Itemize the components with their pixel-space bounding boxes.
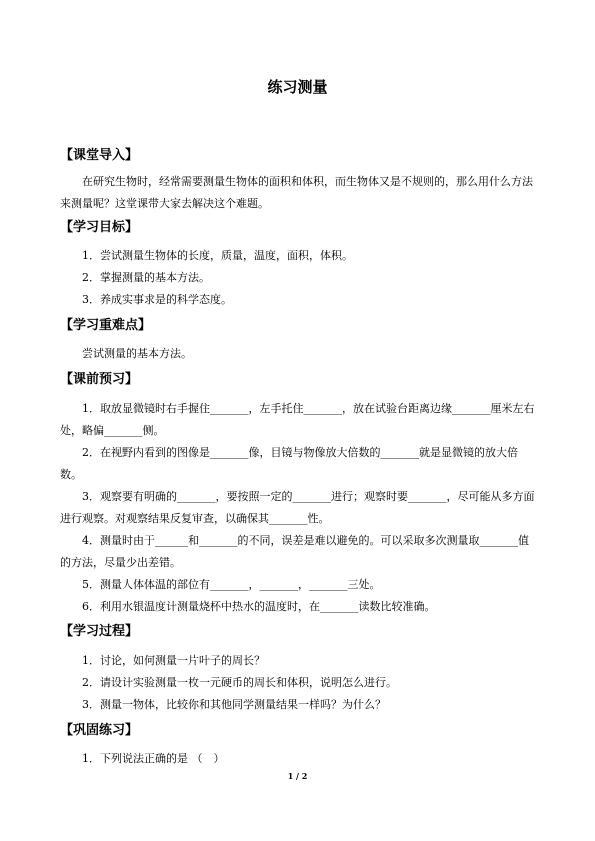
goal-item-3: 3．养成实事求是的科学态度。 bbox=[82, 293, 232, 306]
heading-process: 【学习过程】 bbox=[60, 624, 139, 639]
heading-practice: 【巩固练习】 bbox=[60, 723, 139, 738]
heading-key-points: 【学习重难点】 bbox=[60, 318, 152, 333]
preview-item-5: 5．测量人体体温的部位有_______，_______，_______三处。 bbox=[82, 578, 381, 591]
process-item-3: 3．测量一物体，比较你和其他同学测量结果一样吗？为什么？ bbox=[82, 698, 386, 711]
goal-item-1: 1．尝试测量生物体的长度，质量，温度，面积，体积。 bbox=[82, 249, 353, 262]
practice-item-1: 1．下列说法正确的是 （ ） bbox=[82, 752, 225, 765]
key-points-text: 尝试测量的基本方法。 bbox=[82, 347, 192, 360]
preview-item-4: 4．测量时由于______和_______的不同，误差是难以避免的。可以采取多次测量取_______值的方法，尽量少出差错。 bbox=[60, 534, 529, 569]
goal-item-2: 2．掌握测量的基本方法。 bbox=[82, 271, 210, 284]
heading-goals: 【学习目标】 bbox=[60, 220, 139, 235]
preview-item-1: 1．取放显微镜时右手握住_______，左手托住_______，放在试验台距离边缘_______厘米左右处，略偏_______侧。 bbox=[60, 402, 535, 437]
preview-item-6: 6．利用水银温度计测量烧杯中热水的温度时，在_______读数比较准确。 bbox=[82, 600, 436, 613]
process-item-2: 2．请设计实验测量一枚一元硬币的周长和体积，说明怎么进行。 bbox=[82, 676, 397, 689]
page-number: 1 / 2 bbox=[287, 771, 308, 781]
heading-intro: 【课堂导入】 bbox=[60, 148, 139, 163]
process-item-1: 1．讨论，如何测量一片叶子的周长？ bbox=[82, 654, 265, 667]
preview-item-2: 2．在视野内看到的图像是_______像，目镜与物像放大倍数的_______就是显微镜的放大倍数。 bbox=[60, 446, 518, 481]
preview-item-3: 3．观察要有明确的_______，要按照一定的_______进行；观察时要_______，尽可能从多方面进行观察。对观察结果反复审查，以确保其_______性。 bbox=[60, 490, 535, 525]
intro-paragraph: 在研究生物时，经常需要测量生物体的面积和体积，而生物体又是不规则的，那么用什么方法来测量呢？这堂课带大家去解决这个难题。 bbox=[60, 175, 533, 210]
page-title: 练习测量 bbox=[267, 78, 328, 96]
heading-preview: 【课前预习】 bbox=[60, 372, 139, 387]
